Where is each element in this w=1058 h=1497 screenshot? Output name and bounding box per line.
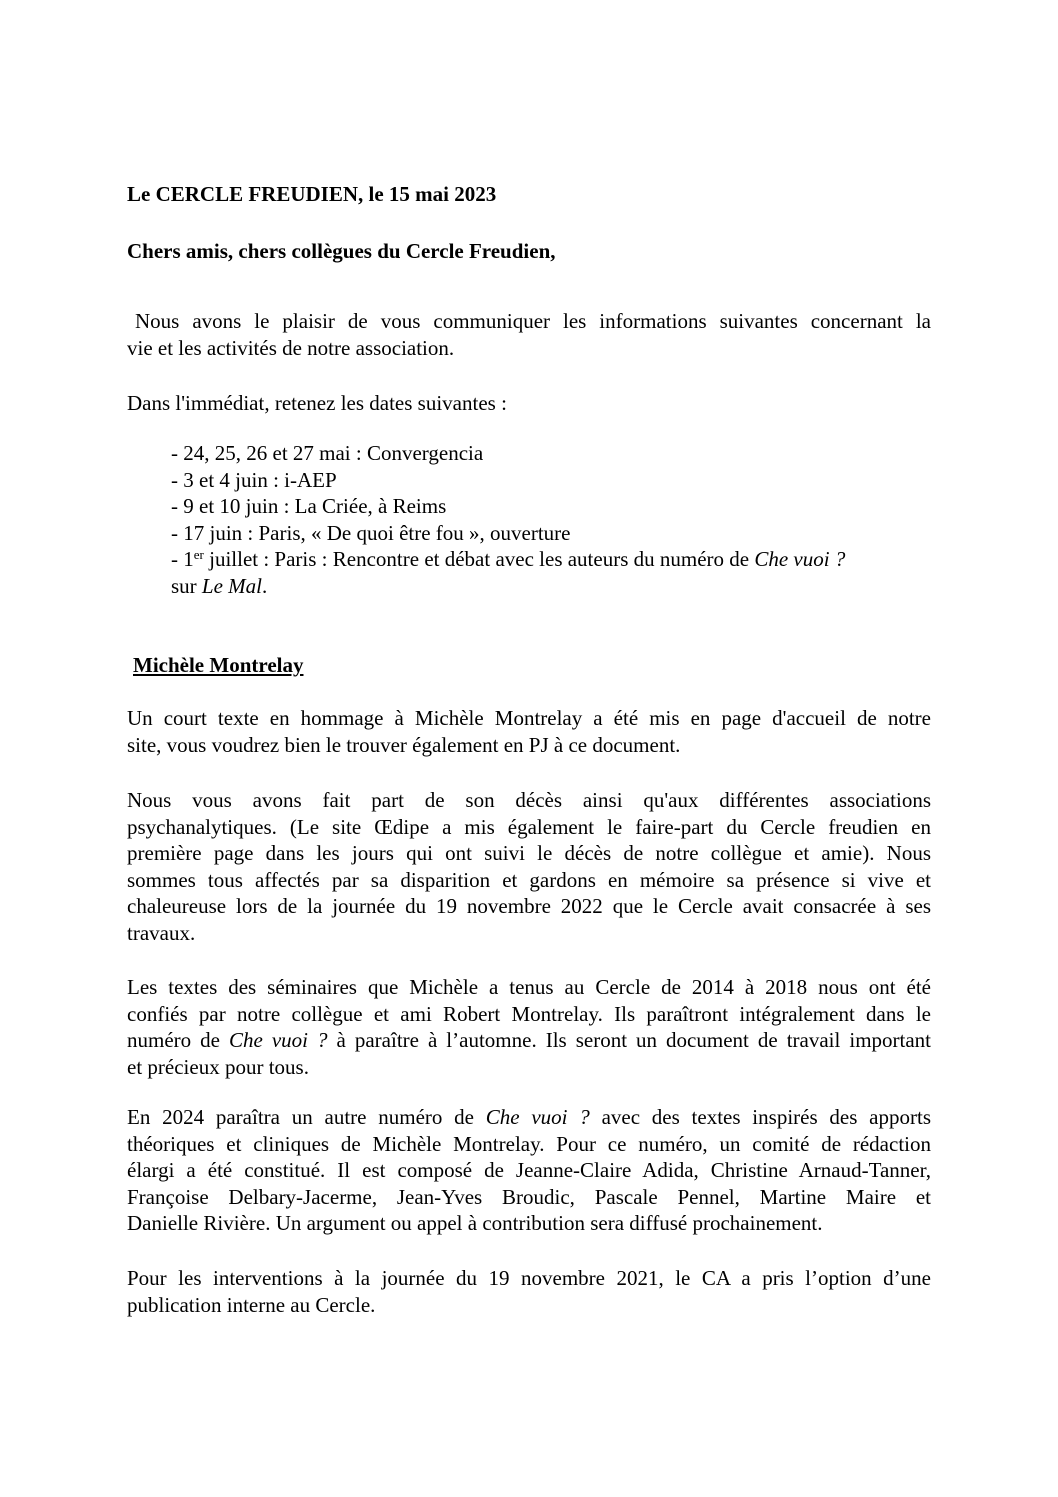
dates-list [171,440,845,599]
paragraph-line: Un court texte en hommage à Michèle Montrelay a été mis en page d'accueil de notre [127,706,931,730]
paragraph-line: Danielle Rivière. Un argument ou appel à contribution sera diffusé prochainement. [127,1211,823,1235]
paragraph [127,787,931,946]
paragraph-line: En 2024 paraîtra un autre numéro de Che vuoi ? avec des textes inspirés des apports [127,1105,931,1129]
paragraph-line: Les textes des séminaires que Michèle a tenus au Cercle de 2014 à 2018 nous ont été [127,975,931,999]
list-item: - 1er juillet : Paris : Rencontre et débat avec les auteurs du numéro de Che vuoi ? [171,547,846,571]
paragraph-line: publication interne au Cercle. [127,1292,376,1317]
paragraph-line: site, vous voudrez bien le trouver également en PJ à ce document. [127,732,681,757]
paragraph-line: Nous vous avons fait part de son décès ainsi qu'aux différentes associations [127,788,931,812]
paragraph-line: psychanalytiques. (Le site Œdipe a mis également le faire-part du Cercle freudien en [127,814,931,839]
list-item-continuation: sur Le Mal. [171,573,268,598]
section-heading: Michèle Montrelay [133,653,304,677]
paragraph-line: théoriques et cliniques de Michèle Montrelay. Pour ce numéro, un comité de rédaction [127,1131,931,1156]
paragraph [127,974,931,1080]
list-item: - 9 et 10 juin : La Criée, à Reims [171,494,447,518]
paragraph-line: chaleureuse lors de la journée du 19 novembre 2022 que le Cercle avait consacrée à ses [127,894,931,918]
paragraph-line: confiés par notre collègue et ami Robert Montrelay. Ils paraîtront intégralement dans le [127,1001,931,1026]
greeting: Chers amis, chers collègues du Cercle Freudien, [127,239,556,263]
paragraph-line: travaux. [127,920,196,945]
paragraph [127,705,931,758]
intro-paragraph [127,308,931,361]
paragraph [127,1104,931,1237]
document-title: Le CERCLE FREUDIEN, le 15 mai 2023 [127,182,497,206]
intro-line: vie et les activités de notre association. [127,335,455,360]
paragraph-line: première page dans les jours qui ont suivi le décès de notre collègue et amie). Nous [127,841,931,865]
paragraph-line: Françoise Delbary-Jacerme, Jean-Yves Broudic, Pascale Pennel, Martine Maire et [127,1184,931,1209]
list-item: - 3 et 4 juin : i-AEP [171,467,337,492]
paragraph-line: et précieux pour tous. [127,1054,309,1079]
paragraph [127,1265,931,1318]
list-item: - 17 juin : Paris, « De quoi être fou », ouverture [171,520,571,545]
list-item: - 24, 25, 26 et 27 mai : Convergencia [171,441,484,465]
intro-line: Nous avons le plaisir de vous communiquer les informations suivantes concernant la [135,309,931,333]
paragraph-line: sommes tous affectés par sa disparition et gardons en mémoire sa présence si vive et [127,867,931,892]
paragraph-line: numéro de Che vuoi ? à paraître à l’automne. Ils seront un document de travail important [127,1028,932,1052]
paragraph-line: élargi a été constitué. Il est composé de Jeanne-Claire Adida, Christine Arnaud-Tanner, [127,1158,931,1182]
paragraph-line: Pour les interventions à la journée du 19 novembre 2021, le CA a pris l’option d’une [127,1266,931,1290]
dates-intro: Dans l'immédiat, retenez les dates suivantes : [127,391,507,415]
